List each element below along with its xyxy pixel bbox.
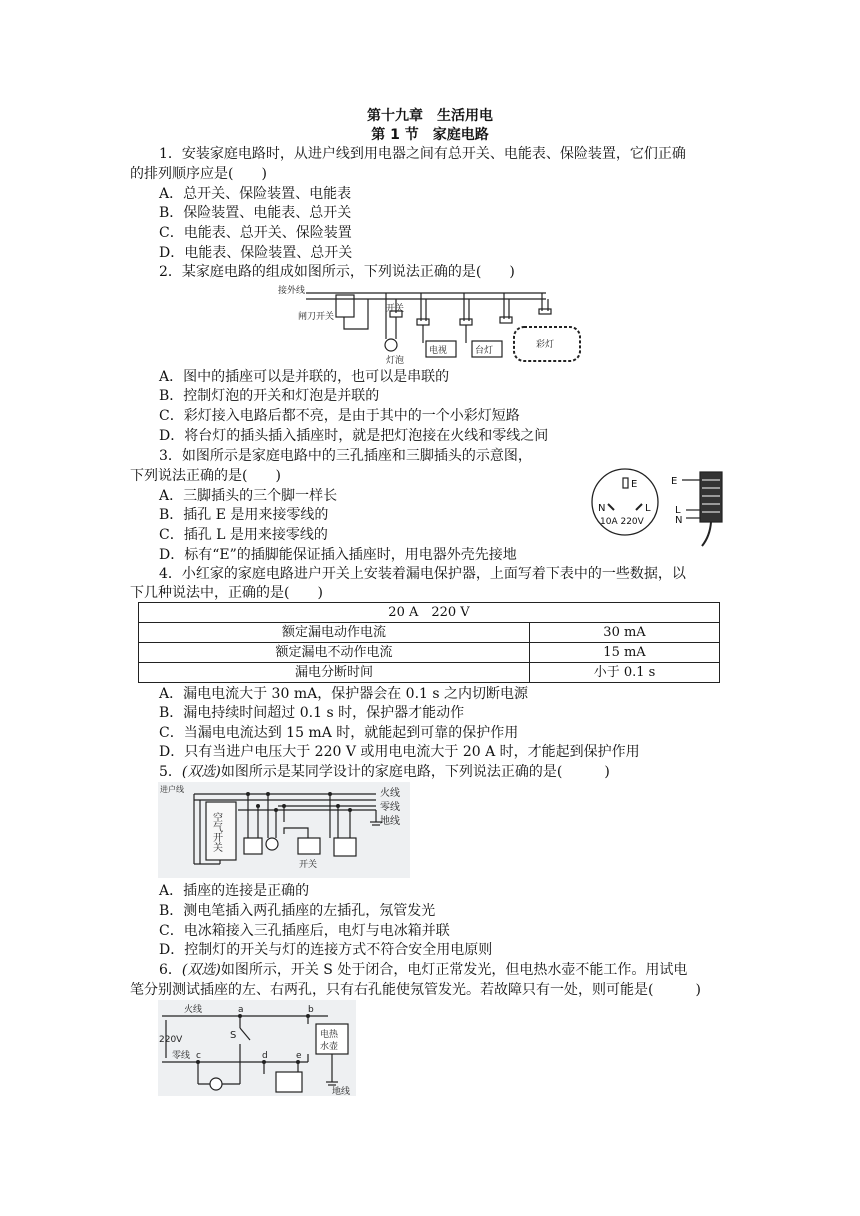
q3-socket-n: N [598,503,606,514]
q6-label-e: e [296,1051,302,1061]
q4-table-value: 小于 0.1 s [530,663,720,683]
q2-label-outer-line: 接外线 [278,286,306,296]
q5-label-switch: 开关 [299,860,318,870]
q6-label-d: d [262,1051,268,1061]
q3-socket-plug-figure [588,462,728,550]
q6-label-b: b [308,1005,314,1015]
q4-table-value: 30 mA [530,623,720,643]
q3-stem-line1: 3．如图所示是家庭电路中的三孔插座和三脚插头的示意图， [159,448,532,464]
q5-number: 5． [159,764,182,780]
q2-label-switch: 开关 [386,304,405,314]
q6-stem-text: 如图所示，开关 S 处于闭合，电灯正常发光，但电热水壶不能工作。用试电 [220,962,688,978]
q5-label-incoming: 进户线 [160,785,184,794]
q1-option-d: D．电能表、保险装置、总开关 [159,245,353,261]
q6-double-choice-tag: (双选) [181,962,221,978]
table-row [139,603,720,623]
q6-label-220v: 220V [159,1035,183,1045]
table-row [139,623,720,643]
q6-label-kettle-1: 电热 [320,1030,339,1040]
q2-stem: 2．某家庭电路的组成如图所示，下列说法正确的是( ) [159,264,515,280]
q4-option-d: D．只有当进户电压大于 220 V 或用电电流大于 20 A 时，才能起到保护作用 [159,744,640,760]
q6-label-neutral: 零线 [172,1051,191,1061]
q3-socket-l: L [645,503,651,514]
table-row [139,663,720,683]
q2-label-desk-lamp: 台灯 [475,346,494,356]
q2-label-tv: 电视 [429,346,448,356]
q6-label-live: 火线 [184,1005,203,1015]
q5-label-air-switch: 空气开关 [210,812,222,852]
q6-stem-line1 [159,960,687,980]
section-title: 第 1 节 家庭电路 [371,127,489,143]
q2-option-a: A．图中的插座可以是并联的，也可以是串联的 [159,369,450,385]
q2-option-c: C．彩灯接入电路后都不亮，是由于其中的一个小彩灯短路 [159,408,520,424]
q2-option-b: B．控制灯泡的开关和灯泡是并联的 [159,388,380,404]
q6-label-c: c [196,1051,201,1061]
q6-circuit-figure [158,1000,356,1096]
q5-double-choice-tag: (双选) [181,764,221,780]
q2-label-knife-switch: 闸刀开关 [298,312,335,322]
q5-label-neutral: 零线 [380,802,400,813]
q2-label-bulb: 灯泡 [386,356,405,366]
table-row [139,643,720,663]
q5-label-live: 火线 [380,788,400,799]
q4-table-value: 15 mA [530,643,720,663]
q5-option-c: C．电冰箱接入三孔插座后，电灯与电冰箱并联 [159,923,450,939]
q3-option-d: D．标有“E”的插脚能保证插入插座时，用电器外壳先接地 [159,547,517,563]
q5-option-b: B．测电笔插入两孔插座的左插孔，氖管发光 [159,903,436,919]
q4-table-header: 20 A 220 V [139,603,720,623]
q1-option-b: B．保险装置、电能表、总开关 [159,205,352,221]
q5-option-a: A．插座的连接是正确的 [159,883,310,899]
q5-circuit-figure [158,782,410,878]
q6-label-a: a [238,1005,244,1015]
q3-option-a: A．三脚插头的三个脚一样长 [159,488,338,504]
q2-circuit-figure [276,281,590,369]
q4-table-label: 漏电分断时间 [139,663,530,683]
q6-label-kettle-2: 水壶 [320,1042,339,1052]
q3-socket-e: E [631,479,638,490]
q3-plug-e: E [671,476,678,487]
q5-stem [159,762,610,782]
q1-stem-line1: 1．安装家庭电路时，从进户线到用电器之间有总开关、电能表、保险装置，它们正确 [159,146,686,162]
q3-socket-rating: 10A 220V [600,517,644,527]
q1-stem-line2: 的排列顺序应是( ) [130,166,267,182]
q4-table-label: 额定漏电动作电流 [139,623,530,643]
chapter-title: 第十九章 生活用电 [367,108,493,124]
q6-label-s: S [230,1030,237,1041]
q6-number: 6． [159,962,182,978]
q4-spec-table [138,602,720,683]
q5-label-earth: 地线 [380,816,400,827]
q2-label-string-lights: 彩灯 [536,340,555,350]
q2-option-d: D．将台灯的插头插入插座时，就是把灯泡接在火线和零线之间 [159,428,549,444]
q3-option-c: C．插孔 L 是用来接零线的 [159,527,328,543]
q1-option-a: A．总开关、保险装置、电能表 [159,186,352,202]
q3-plug-l: L [675,505,681,516]
q4-option-b: B．漏电持续时间超过 0.1 s 时，保护器才能动作 [159,705,465,721]
q5-stem-text: 如图所示是某同学设计的家庭电路，下列说法正确的是( ) [220,764,610,780]
q4-option-a: A．漏电电流大于 30 mA，保护器会在 0.1 s 之内切断电源 [159,686,529,702]
q3-option-b: B．插孔 E 是用来接零线的 [159,507,329,523]
q4-table-label: 额定漏电不动作电流 [139,643,530,663]
q3-plug-n: N [675,515,683,526]
q4-option-c: C．当漏电电流达到 15 mA 时，就能起到可靠的保护作用 [159,725,519,741]
q4-stem-line2: 下几种说法中，正确的是( ) [130,585,323,601]
q1-option-c: C．电能表、总开关、保险装置 [159,225,352,241]
q5-option-d: D．控制灯的开关与灯的连接方式不符合安全用电原则 [159,942,493,958]
q6-label-earth: 地线 [332,1087,351,1096]
q4-stem-line1: 4．小红家的家庭电路进户开关上安装着漏电保护器，上面写着下表中的一些数据，以 [159,566,686,582]
q6-stem-line2: 笔分别测试插座的左、右两孔，只有右孔能使氖管发光。若故障只有一处，则可能是( ) [130,982,701,998]
q3-stem-line2: 下列说法正确的是( ) [130,468,281,484]
